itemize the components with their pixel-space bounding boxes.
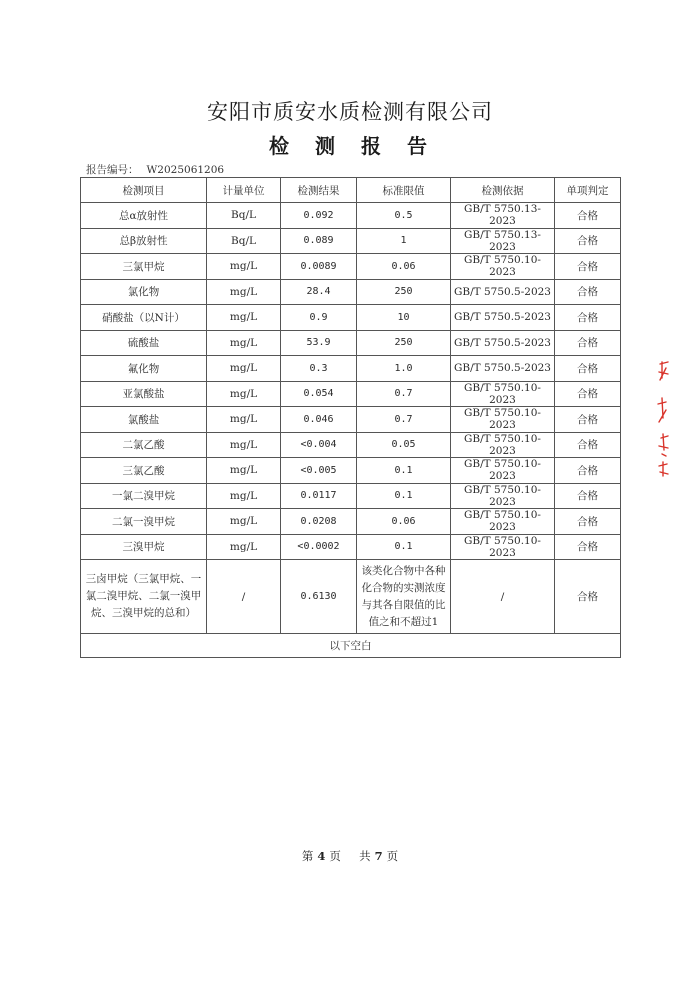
cell-verdict: 合格 <box>555 228 621 254</box>
cell-basis: GB/T 5750.10-2023 <box>451 483 555 509</box>
cell-result: 0.6130 <box>281 560 357 634</box>
cell-verdict: 合格 <box>555 305 621 331</box>
cell-limit: 0.5 <box>357 203 451 229</box>
cell-unit: mg/L <box>207 483 281 509</box>
table-row <box>81 534 621 560</box>
col-header-limit: 标准限值 <box>357 178 451 203</box>
cell-unit: mg/L <box>207 534 281 560</box>
cell-basis: GB/T 5750.10-2023 <box>451 432 555 458</box>
cell-basis: GB/T 5750.10-2023 <box>451 534 555 560</box>
table-row <box>81 483 621 509</box>
table-header-row <box>81 178 621 203</box>
cell-item: 总β放射性 <box>81 228 207 254</box>
cell-result: 0.046 <box>281 407 357 433</box>
cell-basis: / <box>451 560 555 634</box>
cell-basis: GB/T 5750.5-2023 <box>451 305 555 331</box>
cell-basis: GB/T 5750.10-2023 <box>451 407 555 433</box>
cell-verdict: 合格 <box>555 203 621 229</box>
cell-limit: 0.7 <box>357 407 451 433</box>
cell-limit: 10 <box>357 305 451 331</box>
cell-basis: GB/T 5750.10-2023 <box>451 458 555 484</box>
cell-verdict: 合格 <box>555 458 621 484</box>
report-number <box>86 162 224 177</box>
cell-limit: 250 <box>357 279 451 305</box>
seal-stamp-fragment <box>654 358 674 480</box>
cell-limit: 1 <box>357 228 451 254</box>
table-row <box>81 279 621 305</box>
cell-result: 0.054 <box>281 381 357 407</box>
table-row <box>81 381 621 407</box>
report-number-label: 报告编号： <box>86 164 139 176</box>
cell-item: 三溴甲烷 <box>81 534 207 560</box>
cell-unit: Bq/L <box>207 228 281 254</box>
cell-limit: 该类化合物中各种化合物的实测浓度与其各自限值的比值之和不超过1 <box>357 560 451 634</box>
stamp-mark <box>659 362 668 380</box>
cell-verdict: 合格 <box>555 534 621 560</box>
cell-basis: GB/T 5750.5-2023 <box>451 356 555 382</box>
blank-note-row <box>81 634 621 658</box>
cell-verdict: 合格 <box>555 407 621 433</box>
cell-result: <0.005 <box>281 458 357 484</box>
cell-item: 三氯甲烷 <box>81 254 207 280</box>
cell-verdict: 合格 <box>555 509 621 535</box>
cell-item: 总α放射性 <box>81 203 207 229</box>
cell-limit: 0.1 <box>357 483 451 509</box>
table-row <box>81 203 621 229</box>
table-row <box>81 509 621 535</box>
cell-result: 0.0117 <box>281 483 357 509</box>
cell-unit: mg/L <box>207 381 281 407</box>
cell-verdict: 合格 <box>555 330 621 356</box>
cell-result: 0.3 <box>281 356 357 382</box>
cell-result: <0.0002 <box>281 534 357 560</box>
cell-limit: 0.05 <box>357 432 451 458</box>
cell-unit: mg/L <box>207 330 281 356</box>
table-row <box>81 407 621 433</box>
cell-result: 0.092 <box>281 203 357 229</box>
cell-result: 53.9 <box>281 330 357 356</box>
cell-item: 三卤甲烷（三氯甲烷、一氯二溴甲烷、二氯一溴甲烷、三溴甲烷的总和） <box>81 560 207 634</box>
cell-limit: 0.1 <box>357 458 451 484</box>
total-unit: 页 <box>386 849 399 863</box>
total-prefix: 共 <box>359 849 371 863</box>
cell-limit: 250 <box>357 330 451 356</box>
cell-item: 氟化物 <box>81 356 207 382</box>
cell-unit: Bq/L <box>207 203 281 229</box>
cell-unit: mg/L <box>207 279 281 305</box>
cell-limit: 0.7 <box>357 381 451 407</box>
cell-unit: mg/L <box>207 509 281 535</box>
cell-unit: mg/L <box>207 254 281 280</box>
cell-verdict: 合格 <box>555 254 621 280</box>
cell-unit: mg/L <box>207 432 281 458</box>
page-unit: 页 <box>329 849 341 863</box>
col-header-item: 检测项目 <box>81 178 207 203</box>
col-header-result: 检测结果 <box>281 178 357 203</box>
page-footer <box>0 848 700 864</box>
cell-basis: GB/T 5750.13-2023 <box>451 203 555 229</box>
col-header-unit: 计量单位 <box>207 178 281 203</box>
cell-verdict: 合格 <box>555 432 621 458</box>
cell-item: 硝酸盐（以N计） <box>81 305 207 331</box>
cell-verdict: 合格 <box>555 483 621 509</box>
cell-result: 28.4 <box>281 279 357 305</box>
table-row <box>81 330 621 356</box>
cell-result: 0.0208 <box>281 509 357 535</box>
stamp-mark <box>659 462 668 476</box>
cell-unit: mg/L <box>207 458 281 484</box>
cell-limit: 0.1 <box>357 534 451 560</box>
cell-item: 一氯二溴甲烷 <box>81 483 207 509</box>
cell-unit: mg/L <box>207 305 281 331</box>
page-prefix: 第 <box>301 849 314 863</box>
cell-limit: 0.06 <box>357 509 451 535</box>
cell-item: 氯化物 <box>81 279 207 305</box>
cell-item: 亚氯酸盐 <box>81 381 207 407</box>
report-title: 检测报告 <box>269 134 453 158</box>
cell-basis: GB/T 5750.5-2023 <box>451 279 555 305</box>
cell-result: 0.089 <box>281 228 357 254</box>
cell-unit: / <box>207 560 281 634</box>
cell-item: 硫酸盐 <box>81 330 207 356</box>
results-table <box>80 177 621 658</box>
cell-verdict: 合格 <box>555 381 621 407</box>
cell-basis: GB/T 5750.10-2023 <box>451 509 555 535</box>
cell-result: <0.004 <box>281 432 357 458</box>
cell-item: 氯酸盐 <box>81 407 207 433</box>
table-row <box>81 432 621 458</box>
cell-verdict: 合格 <box>555 356 621 382</box>
cell-basis: GB/T 5750.10-2023 <box>451 254 555 280</box>
cell-basis: GB/T 5750.5-2023 <box>451 330 555 356</box>
total-pages: 7 <box>374 849 383 863</box>
table-row <box>81 356 621 382</box>
stamp-mark <box>659 434 668 456</box>
cell-basis: GB/T 5750.10-2023 <box>451 381 555 407</box>
cell-verdict: 合格 <box>555 279 621 305</box>
col-header-verdict: 单项判定 <box>555 178 621 203</box>
table-row <box>81 458 621 484</box>
cell-item: 二氯一溴甲烷 <box>81 509 207 535</box>
blank-note: 以下空白 <box>81 634 621 658</box>
page-number: 4 <box>317 849 326 863</box>
cell-unit: mg/L <box>207 407 281 433</box>
table-row <box>81 228 621 254</box>
company-name: 安阳市质安水质检测有限公司 <box>207 100 493 124</box>
cell-item: 三氯乙酸 <box>81 458 207 484</box>
table-row <box>81 254 621 280</box>
cell-item: 二氯乙酸 <box>81 432 207 458</box>
cell-limit: 1.0 <box>357 356 451 382</box>
stamp-mark <box>658 398 666 422</box>
table-row <box>81 305 621 331</box>
cell-limit: 0.06 <box>357 254 451 280</box>
cell-basis: GB/T 5750.13-2023 <box>451 228 555 254</box>
cell-result: 0.0089 <box>281 254 357 280</box>
cell-verdict: 合格 <box>555 560 621 634</box>
cell-unit: mg/L <box>207 356 281 382</box>
summary-row <box>81 560 621 634</box>
cell-result: 0.9 <box>281 305 357 331</box>
report-number-value: W2025061206 <box>146 164 225 176</box>
col-header-basis: 检测依据 <box>451 178 555 203</box>
